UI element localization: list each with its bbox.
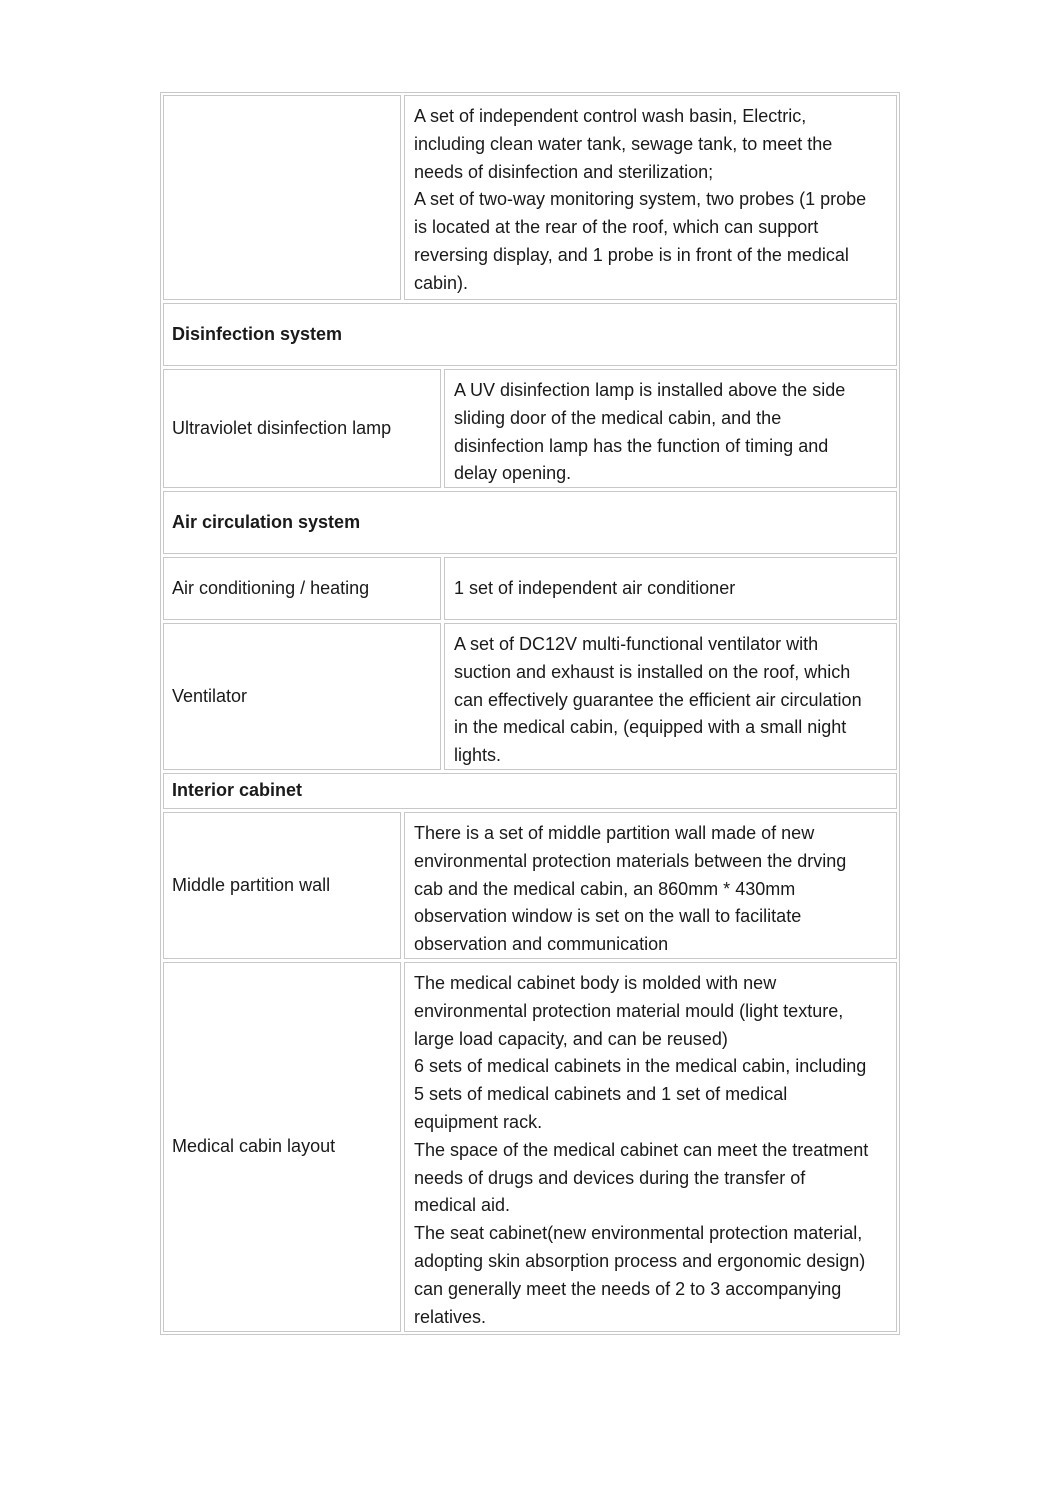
description-line: A set of independent control wash basin, Electric,: [414, 106, 807, 126]
description-line: environmental protection materials between the drving: [414, 850, 847, 871]
description-line: 1 set of independent air conditioner: [454, 577, 736, 598]
section-row-disinfection-system: [163, 303, 897, 366]
description-line: needs of disinfection and sterilization;: [414, 161, 714, 182]
section-heading: Air circulation system: [163, 491, 897, 554]
spec-table: [160, 92, 900, 1335]
table-row-medical-cabin-layout: [163, 962, 897, 1332]
description-line: including clean water tank, sewage tank, to meet the: [414, 133, 833, 154]
description-line: reversing display, and 1 probe is in front of the medical: [414, 244, 849, 265]
description-line: A set of DC12V multi-functional ventilator with: [454, 634, 819, 654]
description-line: There is a set of middle partition wall made of new: [414, 823, 815, 843]
row-label-cell: Ventilator: [163, 623, 441, 770]
section-row-air-circulation-system: [163, 491, 897, 554]
row-label-cell: [163, 95, 401, 300]
description-line: delay opening.: [454, 463, 572, 484]
table-row-air-conditioning: [163, 557, 897, 620]
row-label-cell: Middle partition wall: [163, 812, 401, 959]
description-line: large load capacity, and can be reused): [414, 1028, 728, 1049]
row-description-cell: [444, 557, 897, 620]
description-line: observation and communication: [414, 934, 669, 955]
section-row-interior-cabinet: [163, 773, 897, 809]
description-line: observation window is set on the wall to facilitate: [414, 906, 802, 927]
row-label-cell: Medical cabin layout: [163, 962, 401, 1332]
description-line: The seat cabinet(new environmental protection material,: [414, 1223, 863, 1244]
description-line: A set of two-way monitoring system, two probes (1 probe: [414, 189, 867, 210]
row-label-cell: Air conditioning / heating: [163, 557, 441, 620]
table-row-ventilator: [163, 623, 897, 770]
description-line: in the medical cabin, (equipped with a small night: [454, 717, 847, 738]
description-line: disinfection lamp has the function of timing and: [454, 435, 829, 456]
row-description-cell: [404, 95, 897, 300]
description-line: The space of the medical cabinet can meet the treatment: [414, 1139, 869, 1160]
description-line: cab and the medical cabin, an 860mm * 430mm: [414, 878, 796, 899]
description-line: A UV disinfection lamp is installed above the side: [454, 380, 846, 400]
row-label-cell: Ultraviolet disinfection lamp: [163, 369, 441, 488]
description-line: suction and exhaust is installed on the roof, which: [454, 661, 851, 682]
description-line: environmental protection material mould (light texture,: [414, 1000, 844, 1021]
description-line: relatives.: [414, 1306, 487, 1327]
description-line: 6 sets of medical cabinets in the medical cabin, including: [414, 1056, 867, 1077]
description-line: sliding door of the medical cabin, and the: [454, 407, 782, 428]
section-heading: Disinfection system: [163, 303, 897, 366]
description-line: The medical cabinet body is molded with new: [414, 973, 777, 993]
section-heading: Interior cabinet: [163, 773, 897, 809]
table-row-equipment-continued: [163, 95, 897, 300]
table-row-middle-partition-wall: [163, 812, 897, 959]
description-line: equipment rack.: [414, 1111, 543, 1132]
row-description-cell: [404, 962, 897, 1332]
table-row-ultraviolet-lamp: [163, 369, 897, 488]
row-description-cell: [404, 812, 897, 959]
description-line: lights.: [454, 745, 502, 766]
row-description-cell: [444, 623, 897, 770]
description-line: cabin).: [414, 272, 469, 293]
description-line: can generally meet the needs of 2 to 3 accompanying: [414, 1278, 842, 1299]
row-description-cell: [444, 369, 897, 488]
description-line: can effectively guarantee the efficient air circulation: [454, 689, 862, 710]
description-line: 5 sets of medical cabinets and 1 set of medical: [414, 1084, 788, 1105]
description-line: adopting skin absorption process and ergonomic design): [414, 1250, 866, 1271]
description-line: medical aid.: [414, 1195, 511, 1216]
description-line: is located at the rear of the roof, which can support: [414, 217, 819, 238]
description-line: needs of drugs and devices during the transfer of: [414, 1167, 806, 1188]
